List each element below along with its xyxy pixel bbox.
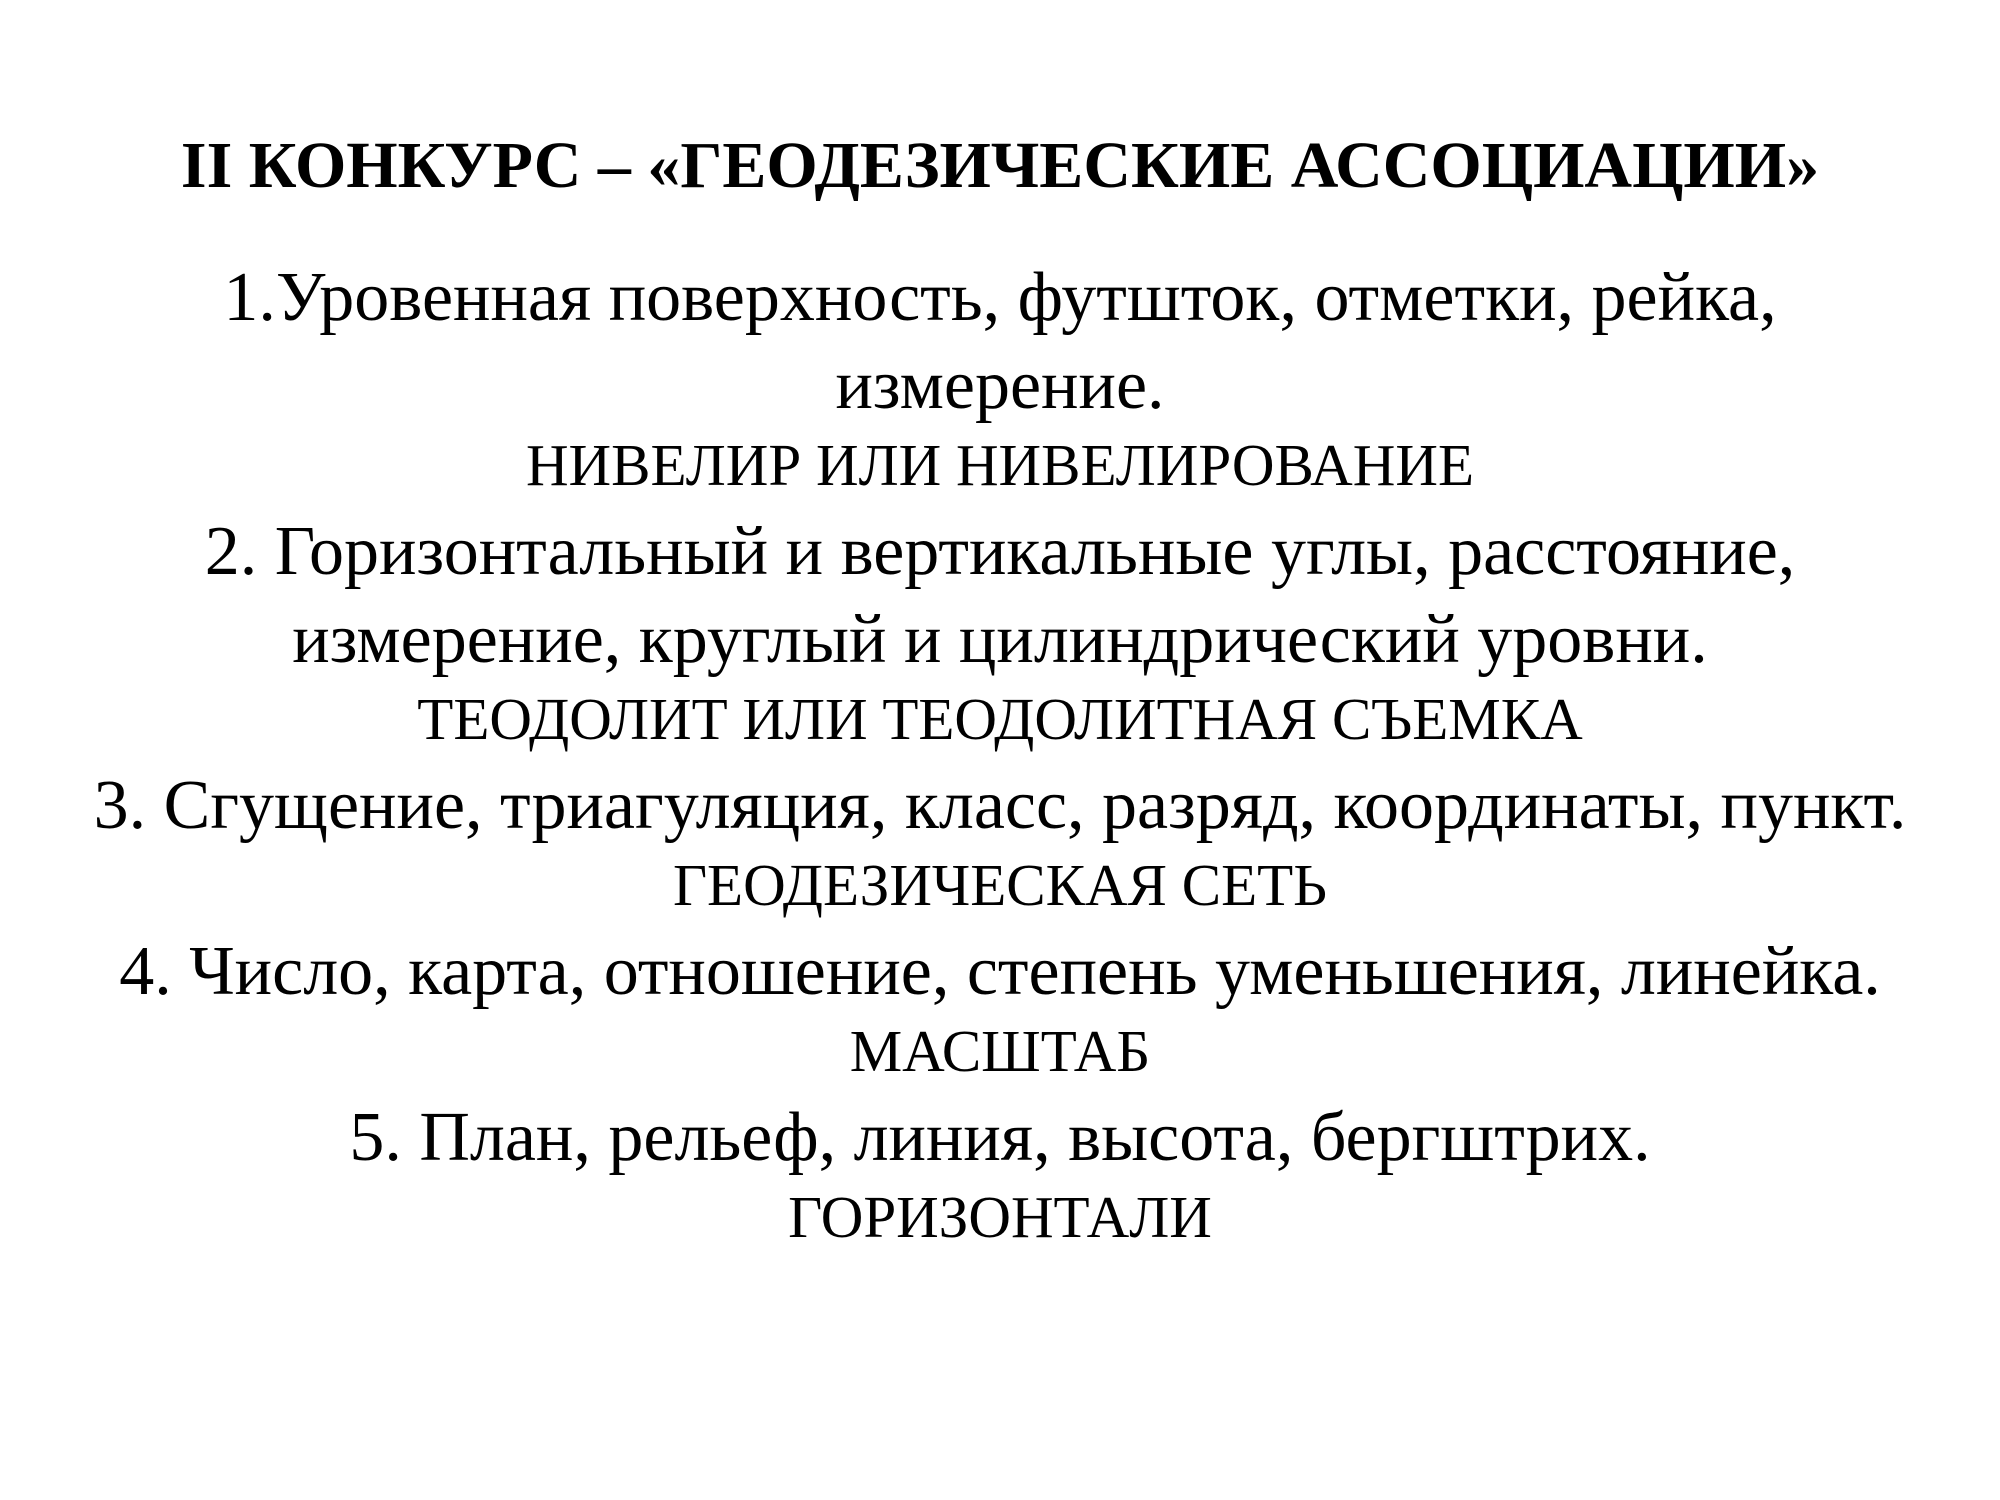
answer-line: МАСШТАБ	[849, 1018, 1151, 1084]
question-line: 5. План, рельеф, линия, высота, бергштрих.	[349, 1099, 1651, 1176]
quiz-item-5	[60, 1094, 1940, 1252]
answer-line: ГОРИЗОНТАЛИ	[788, 1184, 1212, 1250]
quiz-item-4	[60, 928, 1940, 1086]
answer-line: НИВЕЛИР ИЛИ НИВЕЛИРОВАНИЕ	[525, 432, 1475, 498]
quiz-item-2	[60, 508, 1940, 754]
question-line: 1.Уровенная поверхность, футшток, отметки, рейка,	[223, 259, 1777, 336]
quiz-item-3	[60, 762, 1940, 920]
question-line: 4. Число, карта, отношение, степень уменьшения, линейка.	[119, 933, 1881, 1010]
question-line: 2. Горизонтальный и вертикальные углы, расстояние,	[204, 513, 1796, 590]
question-line: 3. Сгущение, триагуляция, класс, разряд, координаты, пункт.	[93, 767, 1907, 844]
quiz-item-1	[60, 254, 1940, 500]
slide-title: II КОНКУРС – «ГЕОДЕЗИЧЕСКИЕ АССОЦИАЦИИ»	[180, 129, 1820, 202]
question-line: измерение, круглый и цилиндрический уровни.	[292, 601, 1708, 678]
answer-line: ТЕОДОЛИТ ИЛИ ТЕОДОЛИТНАЯ СЪЕМКА	[417, 686, 1583, 752]
question-line: измерение.	[835, 347, 1165, 424]
answer-line: ГЕОДЕЗИЧЕСКАЯ СЕТЬ	[672, 852, 1328, 918]
